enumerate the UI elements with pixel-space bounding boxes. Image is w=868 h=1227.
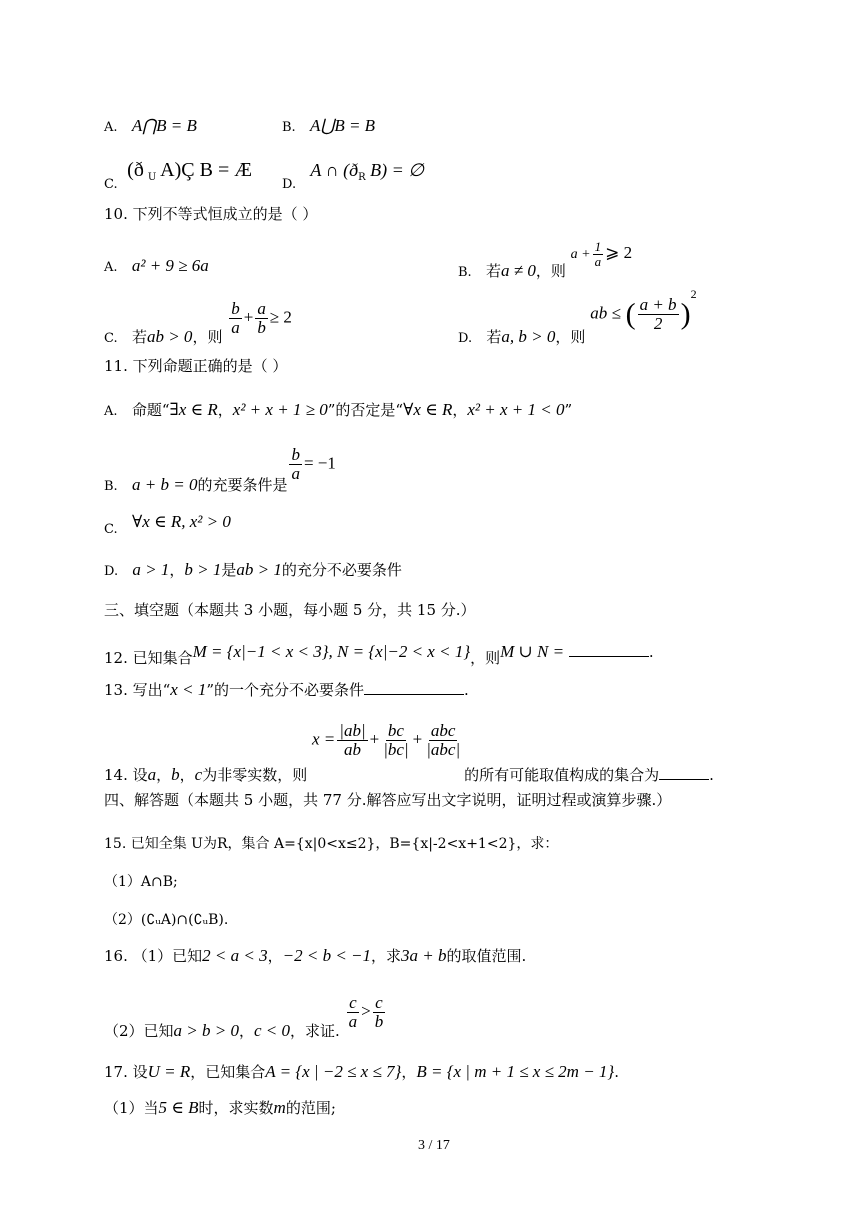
q11-option-b [104,445,336,495]
math-expression: 5 ∈ B [158,1098,199,1117]
option-label: D. [104,564,119,579]
q10-option-c [104,299,292,347]
option-text: ， [169,561,185,579]
q15-part-2: （2）(∁ᵤA)∩(∁ᵤB). [104,912,229,928]
math-expression: = −1 [303,453,336,473]
q15-part-1: （1）A∩B; [104,874,178,890]
q10-option-b [458,239,633,281]
option-label: C. [104,331,118,347]
math-subscript: U [147,172,157,183]
math-expression: 2 < a < 3 [202,946,268,965]
fraction [424,722,462,759]
fraction-numerator: c [375,993,383,1012]
fraction [337,722,367,759]
question-text: ”的一个充分不必要条件 [206,681,364,699]
fraction-numerator: 1 [594,239,602,254]
q17-stem [104,1062,619,1082]
question-text: . [614,1063,619,1081]
math-expression: ∃x ∈ R [169,400,218,419]
question-text: 16. （1）已知 [104,947,203,965]
fraction-denominator: ab [343,739,361,759]
math-expression: ab > 1 [236,560,282,579]
option-label: B. [282,120,296,135]
math-expression: x = [312,729,336,749]
math-expression: a > 1 [132,560,170,579]
math-expression: + [412,729,423,749]
math-expression: x² + x + 1 ≥ 0 [232,400,328,419]
fraction [289,446,302,483]
math-expression: x² + x + 1 < 0 [467,400,565,419]
left-paren: ( [625,297,636,331]
q9-option-b [282,116,375,138]
math-expression: a, b > 0 [501,327,556,347]
q13 [104,680,469,700]
q16-part-2 [104,993,387,1041]
q15-stem: 15. 已知全集 U为R，集合 A={x|0<x≤2}，B={x|-2<x+1<2}，求： [104,836,559,852]
fraction-numerator: c [349,993,357,1012]
fraction-numerator: |ab| [339,721,366,740]
math-expression: a > b > 0 [173,1021,239,1041]
math-expression: ⩾ 2 [605,243,633,263]
option-text: ”的否定是“ [327,401,404,419]
math-expression: M ∪ N = [500,642,565,661]
option-text: 是 [221,561,237,579]
option-text: ， [217,401,233,419]
question-text: 12. 已知集合 [104,649,193,667]
option-text: ” [564,401,573,419]
question-text: ， [179,766,195,785]
fraction-denominator: |abc| [426,739,461,759]
q14 [104,721,714,785]
fraction-denominator: a [291,463,300,483]
math-expression: ab > 0 [146,327,193,347]
question-text: 为非零实数，则 [202,766,308,785]
question-text: 时，求实数 [198,1099,274,1117]
question-text: ，已知集合 [190,1063,266,1081]
option-text: ， [452,401,468,419]
math-expression: 3a + b [401,946,447,965]
fraction [347,994,360,1031]
answer-blank[interactable] [569,642,649,657]
math-expression: U = R [147,1062,191,1081]
math-expression: B) = ∅ [365,160,424,180]
question-text: 13. 写出“ [104,681,171,699]
q11-option-a [104,400,572,422]
fraction-denominator: a [231,317,240,337]
exponent: 2 [690,287,697,302]
question-text: 的所有可能取值构成的集合为 [464,766,660,785]
math-expression: A = {x | −2 ≤ x ≤ 7} [265,1062,402,1081]
q11-option-c [104,512,231,537]
fraction-numerator: bc [387,721,404,740]
math-expression: (ð [127,159,148,181]
option-text: 若 [486,262,502,281]
option-text: 若 [486,328,502,347]
math-expression: ≥ 2 [269,307,292,327]
question-text: 14. 设 [104,766,148,785]
math-subscript: R [358,172,366,183]
option-label: D. [282,177,297,192]
answer-blank[interactable] [659,765,709,780]
option-text: ，则 [535,262,566,281]
math-expression: ∀x ∈ R, x² > 0 [131,512,231,531]
math-expression: ∀x ∈ R [403,400,453,419]
question-text: 的取值范围. [446,947,527,965]
fraction-numerator: abc [430,721,456,740]
math-expression: b > 1 [184,560,222,579]
q9-option-a [104,116,197,138]
fraction [255,300,268,337]
question-text: ，则 [470,649,501,667]
fraction-numerator: b [231,299,240,318]
option-text: 的充要条件是 [197,476,288,495]
math-expression: m [273,1098,286,1117]
math-expression: a [147,765,157,785]
math-expression: A⋂B = B [131,116,197,135]
q9-option-d [282,160,424,192]
math-expression: + [243,307,254,327]
question-text: （1）当 [104,1099,159,1117]
option-label: B. [104,479,118,495]
option-text: ，则 [192,328,223,347]
fraction-denominator: 2 [653,313,663,333]
fraction-numerator: a + b [639,295,677,314]
math-expression: A ∩ (ð [310,160,359,180]
math-expression: b [171,765,180,785]
section-heading: 三、填空题（本题共 3 小题，每小题 5 分，共 15 分.） [104,601,476,619]
option-text: ，则 [555,328,586,347]
math-expression: −2 < b < −1 [282,946,372,965]
question-text: ，求证. [290,1022,340,1041]
q11-stem: 11. 下列命题正确的是（ ） [104,357,288,375]
fraction [593,240,604,268]
q16-part-1 [104,946,526,966]
question-text: . [709,766,714,785]
fraction-denominator: a [594,253,602,269]
math-expression: B = {x | m + 1 ≤ x ≤ 2m − 1} [416,1062,615,1081]
math-expression: a + b = 0 [132,475,198,495]
question-text: ， [267,947,283,965]
question-text: . [648,643,654,661]
math-expression: > [361,1001,371,1021]
question-text: ，求 [371,947,402,965]
page-number: 3 / 17 [418,1138,450,1153]
answer-blank[interactable] [364,680,464,695]
math-expression: a + [570,247,591,263]
option-label: C. [104,177,118,192]
q10-option-a [104,256,209,278]
fraction-denominator: a [348,1011,358,1031]
math-expression: a ≠ 0 [501,261,536,281]
question-text: （2）已知 [104,1022,174,1041]
option-label: A. [104,120,118,135]
option-text: 命题“ [131,401,170,419]
fraction-numerator: a [257,299,266,318]
option-label: B. [458,265,472,281]
option-text: 若 [131,328,147,347]
math-expression: M = {x|−1 < x < 3}, N = {x|−2 < x < 1} [192,642,471,661]
q10-stem: 10. 下列不等式恒成立的是（ ） [104,205,318,223]
math-expression: ab ≤ [590,303,621,323]
math-expression: A⋃B = B [310,116,376,135]
math-expression: A)Ç B = Æ [156,159,253,181]
q11-option-d [104,560,402,582]
q12 [104,642,654,667]
option-label: A. [104,404,118,419]
math-expression: a² + 9 ≥ 6a [131,256,209,275]
fraction [638,296,679,333]
option-label: A. [104,260,118,275]
fraction [229,300,242,337]
fraction-denominator: b [374,1011,384,1031]
q17-part-1 [104,1098,336,1118]
math-expression: c [194,765,203,785]
math-expression: c < 0 [254,1021,291,1041]
q10-option-d [458,287,697,347]
q9-option-c [104,159,253,192]
question-text: ， [239,1022,255,1041]
question-text: 的范围; [285,1099,336,1117]
option-label: D. [458,331,473,347]
question-text: . [464,681,469,699]
fraction [381,722,410,759]
fraction [373,994,386,1031]
math-expression: + [369,729,380,749]
fraction-numerator: b [291,445,300,464]
right-paren: ) [680,297,691,331]
section-heading: 四、解答题（本题共 5 小题，共 77 分.解答应写出文字说明，证明过程或演算步骤.） [104,791,672,809]
question-text: ， [156,766,172,785]
fraction-denominator: |bc| [383,739,409,759]
question-text: ， [401,1063,417,1081]
question-text: 17. 设 [104,1063,148,1081]
option-label: C. [104,522,118,537]
option-text: 的充分不必要条件 [281,561,402,579]
math-expression: x < 1 [170,680,207,699]
fraction-denominator: b [257,317,266,337]
